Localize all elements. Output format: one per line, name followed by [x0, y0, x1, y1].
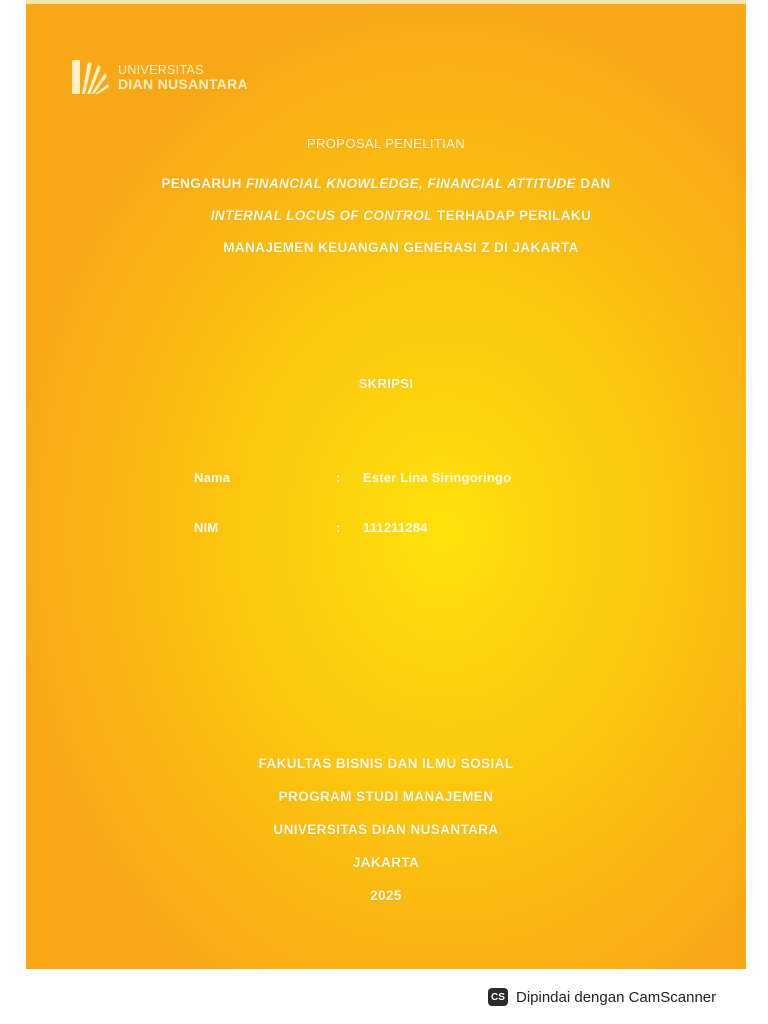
title-line-3: MANAJEMEN KEUANGAN GENERASI Z DI JAKARTA: [223, 240, 579, 255]
title-line-1-italic: FINANCIAL KNOWLEDGE, FINANCIAL ATTITUDE: [245, 176, 577, 191]
city-line: JAKARTA: [352, 855, 420, 870]
name-label: Nama: [194, 470, 231, 485]
logo-line-universitas: UNIVERSITAS: [118, 63, 204, 77]
title-line-2-italic: INTERNAL LOCUS OF CONTROL: [210, 208, 433, 223]
cover-top-edge: [26, 0, 746, 4]
title-line-1-c: DAN: [576, 176, 611, 191]
document-label: PROPOSAL PENELITIAN: [306, 136, 466, 151]
name-separator: :: [336, 470, 341, 485]
document-cover: [26, 0, 746, 969]
university-line: UNIVERSITAS DIAN NUSANTARA: [273, 822, 499, 837]
nim-value: 111211284: [363, 520, 428, 535]
title-line-1: [26, 176, 746, 191]
nim-label: NIM: [194, 520, 219, 535]
program-line: PROGRAM STUDI MANAJEMEN: [278, 789, 494, 804]
title-line-1-a: PENGARUH: [161, 176, 246, 191]
logo-wordmark: [118, 63, 248, 91]
camscanner-text: Dipindai dengan CamScanner: [516, 988, 717, 1006]
name-value: Ester Lina Siringoringo: [363, 470, 512, 485]
nim-separator: :: [336, 520, 341, 535]
title-line-2: [26, 208, 746, 223]
title-line-2-b: TERHADAP PERILAKU: [432, 208, 592, 223]
year-line: 2025: [370, 888, 402, 903]
camscanner-icon: CS: [488, 988, 508, 1006]
sunburst-logo-icon: [68, 56, 110, 98]
faculty-line: FAKULTAS BISNIS DAN ILMU SOSIAL: [258, 756, 514, 771]
camscanner-watermark: [474, 981, 756, 1013]
university-logo: [68, 56, 248, 98]
logo-line-dian-nusantara: DIAN NUSANTARA: [118, 76, 248, 92]
document-type: SKRIPSI: [358, 376, 414, 391]
